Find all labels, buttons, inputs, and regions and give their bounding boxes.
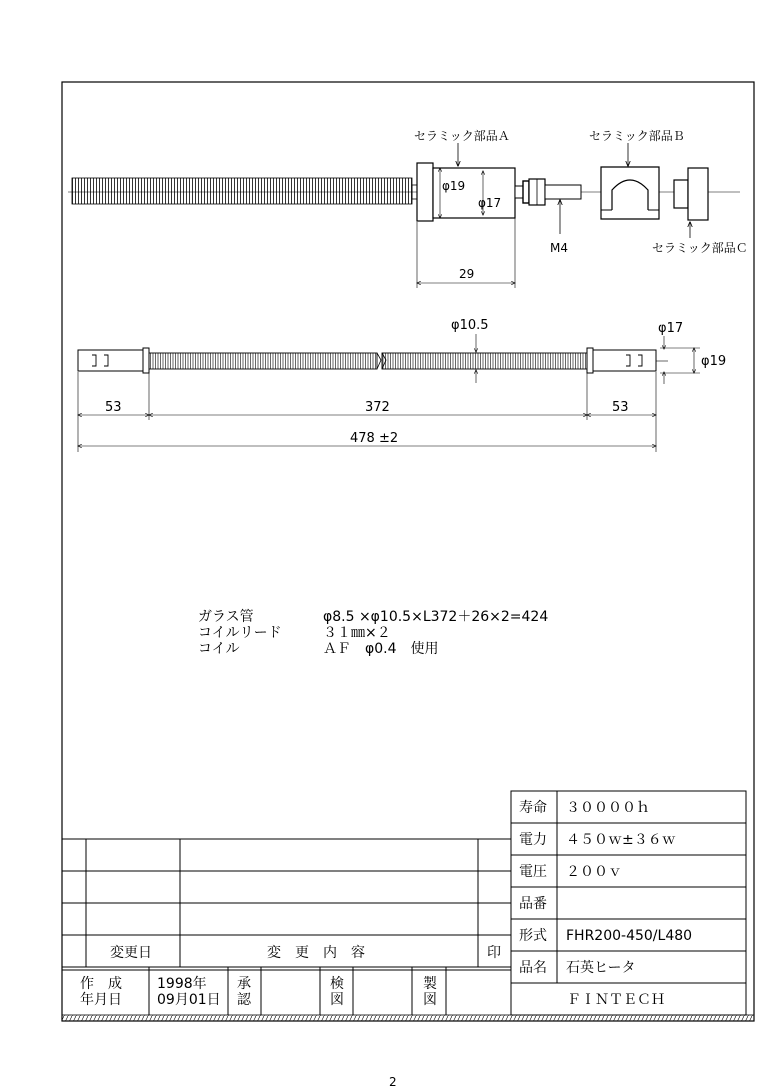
approve-label-2: 認 [237,992,251,1008]
approve-label-1: 承 [237,976,251,992]
created-label-1: 作 成 [80,976,122,992]
spec-table-value-power: ４５０ｗ±３６ｗ [566,832,676,848]
page-number: 2 [389,1075,397,1089]
dim-phi10-5: φ10.5 [451,318,489,333]
coil-section [72,178,412,204]
bottom-border-hatch [62,1015,754,1021]
ceramic-part-a [417,163,433,221]
ceramic-b-label: セラミック部品Ｂ [589,129,685,143]
glass-tube-left [149,353,377,369]
spec-value-coil: ＡＦ φ0.4 使用 [323,641,439,657]
revision-content-header: 変 更 内 容 [267,945,365,961]
dim-29: 29 [459,267,475,281]
spec-table-label-voltage: 電圧 [519,864,547,880]
spec-table-label-model: 形式 [519,928,547,944]
draw-label-2: 図 [423,992,437,1008]
dim-phi17-detail: φ17 [478,196,502,210]
spec-table-label-life: 寿命 [519,800,547,816]
spec-value-coil-lead: ３１㎜×２ [323,625,391,641]
ceramic-a-label: セラミック部品Ａ [414,129,510,143]
spec-table-value-model: FHR200-450/L480 [566,928,693,944]
check-label-1: 検 [330,976,344,992]
m4-thread [545,185,581,199]
dim-phi19-overall: φ19 [701,354,727,369]
company-name: ＦＩＮＴＥＣＨ [567,992,665,1008]
ceramic-c-label: セラミック部品Ｃ [652,241,748,255]
spec-label-coil: コイル [198,641,240,657]
title-block-grid [62,967,511,1015]
spec-table-label-product-name: 品名 [519,960,547,976]
spec-table-label-part-no: 品番 [519,896,547,912]
spec-table-value-product-name: 石英ヒータ [566,960,636,976]
dim-right-53: 53 [612,400,629,415]
revision-seal-header: 印 [487,945,501,961]
spec-label-coil-lead: コイルリード [198,625,282,641]
m4-label: M4 [550,241,568,255]
spec-table-label-power: 電力 [519,832,547,848]
outer-frame [62,82,754,1021]
glass-tube-right [382,353,587,369]
ceramic-part-c [674,180,688,208]
created-label-2: 年月日 [80,992,122,1008]
draw-label-1: 製 [423,976,437,992]
dim-phi19-detail: φ19 [442,179,466,193]
dim-phi17-overall: φ17 [658,321,684,336]
ceramic-part-b [601,167,659,219]
spec-label-glass-tube: ガラス管 [198,609,254,625]
dim-middle-372: 372 [365,400,390,415]
created-date: 09月01日 [157,992,221,1008]
created-year: 1998年 [157,976,207,992]
spec-table-value-voltage: ２００ｖ [566,864,622,880]
dim-total-478: 478 ±2 [350,431,399,446]
check-label-2: 図 [330,992,344,1008]
revision-date-header: 変更日 [110,945,152,961]
spec-value-glass-tube: φ8.5 ×φ10.5×L372＋26×2=424 [323,609,549,625]
dim-left-53: 53 [105,400,122,415]
spec-table-value-life: ３００００ｈ [566,800,650,816]
detail-view [68,143,740,288]
